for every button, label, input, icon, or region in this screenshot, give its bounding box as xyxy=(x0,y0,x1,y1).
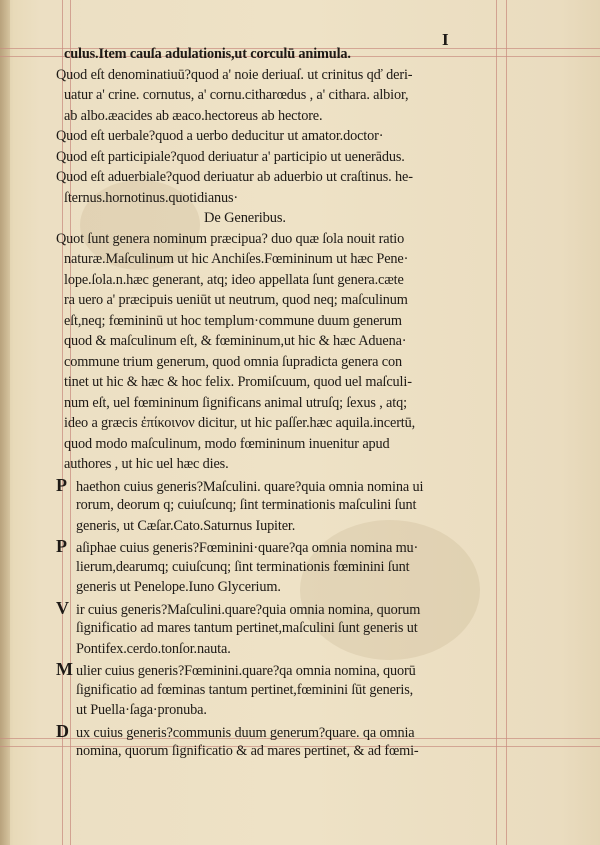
text-line xyxy=(56,372,502,393)
text-line xyxy=(56,393,502,414)
line-text: lierum,dearumq; cuiuſcunq; ſint terminationis fœminini ſunt xyxy=(76,558,410,575)
line-text: ſignificatio ad fœminas tantum pertinet,fœminini ſūt generis, xyxy=(76,681,414,698)
text-line xyxy=(56,700,502,721)
text-line xyxy=(56,167,502,188)
line-text: De Generibus. xyxy=(204,210,286,226)
initial-capital: V xyxy=(56,597,69,618)
line-text: ideo a græcis ἐπίκοινον dicitur, ut hic paſſer.hæc aquila.incertū, xyxy=(64,415,416,431)
folio-number: I xyxy=(442,30,449,49)
line-text: ux cuius generis?communis duum generum?quare. qa omnia xyxy=(76,724,415,741)
line-text: Quod eſt uerbale?quod a uerbo deducitur ut amator.doctor· xyxy=(56,128,384,144)
text-line xyxy=(56,680,502,701)
line-text: lope.ſola.n.hæc generant, atq; ideo appellata ſunt genera.cæte xyxy=(64,271,404,288)
text-line xyxy=(56,331,502,352)
text-line xyxy=(56,126,502,147)
text-line xyxy=(56,311,502,332)
text-line xyxy=(56,577,502,598)
text-line xyxy=(56,44,502,65)
text-block xyxy=(56,44,502,762)
text-line xyxy=(56,229,502,250)
text-line xyxy=(56,557,502,578)
line-text: eſt,neq; fœmininū ut hoc templum·commune duum generum xyxy=(64,312,402,329)
line-text: Pontifex.cerdo.tonſor.nauta. xyxy=(76,640,231,657)
text-line xyxy=(56,65,502,86)
text-line xyxy=(56,639,502,660)
text-line xyxy=(56,741,502,762)
line-text: quod modo maſculinum, modo fœmininum inuenitur apud xyxy=(64,435,390,452)
line-text: quod & maſculinum eſt, & fœmininum,ut hic & hæc Aduena· xyxy=(64,333,407,349)
text-line xyxy=(56,188,502,209)
line-text: rorum, deorum q; cuiuſcunq; ſint terminationis maſculini ſunt xyxy=(76,497,417,513)
line-text: ulier cuius generis?Fœminini.quare?qa omnia nomina, quorū xyxy=(76,663,416,679)
initial-capital: D xyxy=(56,720,69,741)
line-text: Quod eſt aduerbiale?quod deriuatur ab aduerbio ut craſtinus. he- xyxy=(56,169,413,185)
line-text: num eſt, uel fœmininum ſignificans animal utruſq; ſexus , atq; xyxy=(64,394,407,411)
line-text: generis ut Penelope.Iuno Glycerium. xyxy=(76,579,281,595)
binding-edge xyxy=(0,0,10,845)
text-line xyxy=(56,598,502,619)
text-line xyxy=(56,516,502,537)
ruled-line-vertical xyxy=(506,0,507,845)
text-line xyxy=(56,106,502,127)
section-heading xyxy=(56,208,502,229)
line-text: Quot ſunt genera nominum præcipua? duo quæ ſola nouit ratio xyxy=(56,230,405,247)
text-line xyxy=(56,536,502,557)
line-text: generis, ut Cæſar.Cato.Saturnus Iupiter. xyxy=(76,517,296,534)
text-line xyxy=(56,85,502,106)
text-line xyxy=(56,659,502,680)
line-text: commune trium generum, quod omnia ſupradicta genera con xyxy=(64,353,402,370)
initial-capital: P xyxy=(56,474,67,495)
text-line xyxy=(56,454,502,475)
text-line xyxy=(56,721,502,742)
line-text: Quod eſt denominatiuū?quod a' noie deriuaſ. ut crinitus qď deri- xyxy=(56,66,413,83)
initial-capital: M xyxy=(56,659,73,679)
text-line xyxy=(56,475,502,496)
text-line xyxy=(56,434,502,455)
text-line xyxy=(56,147,502,168)
line-text: nomina, quorum ſignificatio & ad mares pertinet, & ad fœmi- xyxy=(76,743,419,759)
initial-capital: P xyxy=(56,536,67,556)
text-line xyxy=(56,270,502,291)
line-text: tinet ut hic & hæc & hoc felix. Promiſcuum, quod uel maſculi- xyxy=(64,374,412,390)
line-text: ſignificatio ad mares tantum pertinet,maſculini ſunt generis ut xyxy=(76,620,418,636)
line-text: naturæ.Maſculinum ut hic Anchiſes.Fœmininum ut hæc Pene· xyxy=(64,251,409,267)
line-text: haethon cuius generis?Maſculini. quare?quia omnia nomina ui xyxy=(76,478,424,495)
text-line xyxy=(56,290,502,311)
text-line xyxy=(56,495,502,516)
line-text: ut Puella·ſaga·pronuba. xyxy=(76,702,207,718)
text-line xyxy=(56,618,502,639)
text-line xyxy=(56,413,502,434)
line-text: ſternus.hornotinus.quotidianus· xyxy=(64,189,239,206)
line-text: culus.Item cauſa adulationis,ut corculū animula. xyxy=(64,46,351,62)
line-text: ra uero a' præcipuis ueniūt ut neutrum, quod neq; maſculinum xyxy=(64,292,408,308)
line-text: ab albo.æacides ab æaco.hectoreus ab hectore. xyxy=(64,107,323,124)
text-line xyxy=(56,352,502,373)
line-text: Quod eſt participiale?quod deriuatur a' participio ut uenerādus. xyxy=(56,148,405,165)
text-line xyxy=(56,249,502,270)
line-text: authores , ut hic uel hæc dies. xyxy=(64,456,229,472)
line-text: aſiphae cuius generis?Fœminini·quare?qa omnia nomina mu· xyxy=(76,540,419,556)
line-text: ir cuius generis?Maſculini.quare?quia omnia nomina, quorum xyxy=(76,601,421,618)
line-text: uatur a' crine. cornutus, a' cornu.citharœdus , a' cithara. albior, xyxy=(64,87,409,103)
